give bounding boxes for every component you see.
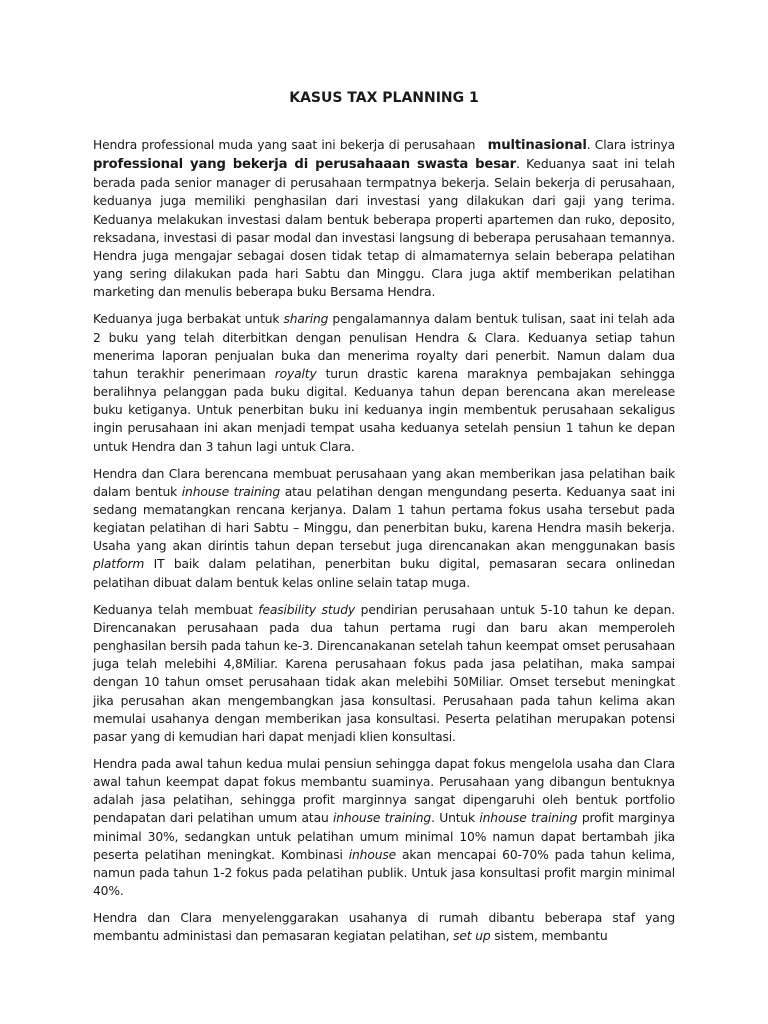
p3-italic-1: inhouse training — [181, 484, 281, 499]
p1-text-2: . Clara istrinya — [586, 138, 675, 152]
p2-italic-1: sharing — [283, 312, 329, 327]
p2-text-1: Keduanya juga berbakat untuk — [93, 312, 284, 327]
p5-text-3: profit marginya minimal 30%, sedangkan untuk pelatihan umum minimal 10% namun dapat bertambah jika peserta pelatihan meningkat. Kombinasi — [93, 811, 675, 862]
paragraph-3 — [93, 465, 675, 592]
p5-text-2: . Untuk — [431, 811, 480, 826]
paragraph-5 — [93, 755, 675, 900]
p1-bold-1: multinasional — [487, 138, 587, 153]
p4-text-1: Keduanya telah membuat — [93, 602, 259, 617]
p5-italic-3: inhouse — [348, 847, 397, 862]
paragraph-1 — [93, 136, 675, 301]
p3-italic-2: platform — [93, 557, 145, 572]
paragraph-4 — [93, 601, 675, 746]
p5-text-1: Hendra pada awal tahun kedua mulai pensiun sehingga dapat fokus mengelola usaha dan Clara awal tahun keempat dapat fokus membantu suaminya. Perusahaan yang dibangun bentuknya adalah jasa pelatihan, sehingga profit marginnya sangat dipengaruhi oleh bentuk portfolio pendapatan dari pelatihan umum atau — [93, 757, 675, 826]
p5-text-4: akan mencapai 60-70% pada tahun kelima, namun pada tahun 1-2 fokus pada pelatihan publik. Untuk jasa konsultasi profit margin minimal 40%. — [93, 847, 675, 899]
paragraph-6 — [93, 909, 675, 945]
p1-text-1: Hendra professional muda yang saat ini bekerja di perusahaan — [93, 138, 480, 152]
p3-text-3: IT baik dalam pelatihan, penerbitan buku digital, pemasaran secara onlinedan pelatihan dibuat dalam bentuk kelas online selain tatap muga. — [93, 557, 675, 590]
p3-text-1: Hendra dan Clara berencana membuat perusahaan yang akan memberikan jasa pelatihan baik dalam bentuk — [93, 466, 675, 499]
p1-bold-2: professional yang bekerja di perusahaaan swasta besar — [93, 157, 516, 173]
p4-text-2: pendirian perusahaan untuk 5-10 tahun ke depan. Direncanakan perusahaan pada dua tahun pertama rugi dan baru akan memperoleh penghasilan bersih pada tahun ke-3. Direncanakanan setelah tahun keempat omset perusahaan juga telah melebihi 4,8Miliar. Karena perusahaan fokus pada jasa pelatihan, maka sampai dengan 10 tahun omset perusahaan tidak akan melebihi 50Miliar. Omset tersebut meningkat jika perusahan akan mengembangkan jasa konsultasi. Perusahaan pada tahun kelima akan memulai usahanya dengan memberikan jasa konsultasi. Peserta pelatihan merupakan potensi pasar yang di kemudian hari dapat menjadi klien konsultasi. — [93, 602, 675, 744]
p2-text-3: turun drastic karena maraknya pembajakan sehingga beralihnya pelanggan pada buku digital. Keduanya tahun depan berencana akan merelease buku ketiganya. Untuk penerbitan buku ini keduanya ingin membentuk perusahaan sekaligus ingin perusahaan ini akan menjadi tempat usaha keduanya setelah pensiun 1 tahun ke depan untuk Hendra dan 3 tahun lagi untuk Clara. — [93, 366, 676, 454]
document-title: KASUS TAX PLANNING 1 — [289, 90, 479, 106]
p5-italic-2: inhouse training — [479, 811, 578, 826]
p2-text-2: pengalamannya dalam bentuk tulisan, saat ini telah ada 2 buku yang telah diterbitkan dengan penulisan Hendra & Clara. Keduanya setiap tahun menerima laporan penjualan buka dan menerima royalty dari penerbit. Namun dalam dua tahun terakhir penerimaan — [93, 312, 675, 381]
p3-text-2: atau pelatihan dengan mengundang peserta. Keduanya saat ini sedang mematangkan rencana kerjanya. Dalam 1 tahun pertama fokus usaha tersebut pada kegiatan pelatihan di hari Sabtu – Minggu, dan penerbitan buku, karena Hendra masih bekerja. Usaha yang akan dirintis tahun depan tersebut juga direncanakan akan menggunakan basis — [93, 484, 675, 554]
p6-text-1: Hendra dan Clara menyelenggarakan usahanya di rumah dibantu beberapa staf yang membantu administasi dan pemasaran kegiatan pelatihan, — [93, 911, 675, 944]
paragraph-2 — [93, 310, 675, 455]
p5-italic-1: inhouse training — [333, 811, 432, 826]
p6-text-2: sistem, membantu — [490, 929, 608, 944]
p4-italic-1: feasibility study — [258, 602, 356, 617]
document-page — [93, 88, 675, 955]
p2-italic-2: royalty — [274, 366, 317, 381]
p6-italic-1: set up — [453, 929, 491, 944]
p1-text-3: . Keduanya saat ini telah berada pada senior manager di perusahaan termpatnya bekerja. Selain bekerja di perusahaan, keduanya juga memiliki penghasilan dari investasi yang dilakukan dari gaji yang terima. Keduanya melakukan investasi dalam bentuk beberapa properti apartemen dan ruko, deposito, reksadana, investasi di pasar modal dan investasi langsung di beberapa perusahaan temannya. Hendra juga mengajar sebagai dosen tidak tetap di almamaternya selain beberapa pelatihan yang sering dilakukan pada hari Sabtu dan Minggu. Clara juga aktif memberikan pelatihan marketing dan menulis beberapa buku Bersama Hendra. — [93, 157, 675, 300]
